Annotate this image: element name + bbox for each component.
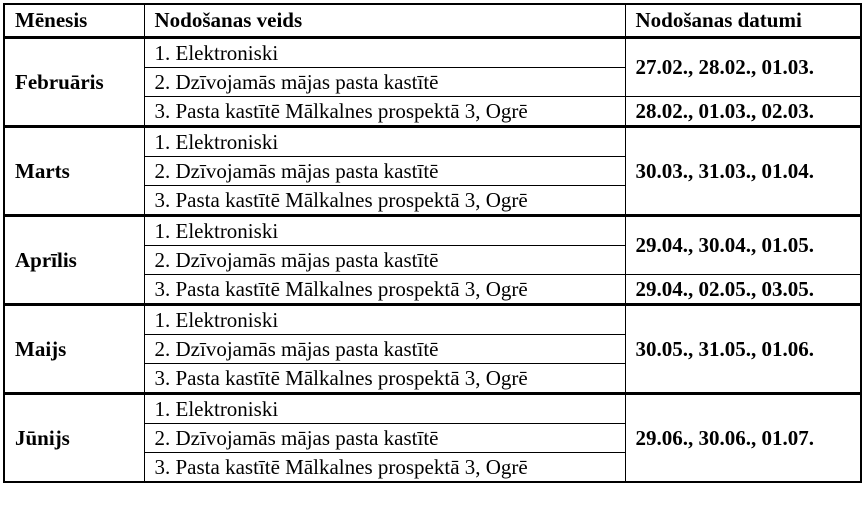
method-cell: 2. Dzīvojamās mājas pasta kastītē bbox=[144, 245, 625, 274]
method-cell: 2. Dzīvojamās mājas pasta kastītē bbox=[144, 334, 625, 363]
method-cell: 3. Pasta kastītē Mālkalnes prospektā 3, Ogrē bbox=[144, 185, 625, 215]
method-cell: 1. Elektroniski bbox=[144, 126, 625, 156]
method-cell: 2. Dzīvojamās mājas pasta kastītē bbox=[144, 423, 625, 452]
method-cell: 1. Elektroniski bbox=[144, 393, 625, 423]
header-month: Mēnesis bbox=[4, 4, 144, 37]
table-row bbox=[4, 37, 861, 67]
header-dates: Nodošanas datumi bbox=[625, 4, 861, 37]
method-cell: 3. Pasta kastītē Mālkalnes prospektā 3, Ogrē bbox=[144, 363, 625, 393]
method-cell: 1. Elektroniski bbox=[144, 215, 625, 245]
table-row bbox=[4, 215, 861, 245]
method-cell: 2. Dzīvojamās mājas pasta kastītē bbox=[144, 156, 625, 185]
dates-cell: 29.04., 30.04., 01.05. bbox=[625, 215, 861, 274]
dates-cell: 27.02., 28.02., 01.03. bbox=[625, 37, 861, 96]
month-cell: Jūnijs bbox=[4, 393, 144, 482]
dates-cell: 30.03., 31.03., 01.04. bbox=[625, 126, 861, 215]
method-cell: 1. Elektroniski bbox=[144, 304, 625, 334]
month-cell: Februāris bbox=[4, 37, 144, 126]
method-cell: 2. Dzīvojamās mājas pasta kastītē bbox=[144, 67, 625, 96]
submission-schedule-table bbox=[3, 3, 862, 483]
table-row bbox=[4, 304, 861, 334]
table-row bbox=[4, 393, 861, 423]
dates-cell: 29.04., 02.05., 03.05. bbox=[625, 274, 861, 304]
table-row bbox=[4, 126, 861, 156]
method-cell: 3. Pasta kastītē Mālkalnes prospektā 3, Ogrē bbox=[144, 452, 625, 482]
schedule-table-wrapper bbox=[3, 3, 862, 483]
dates-cell: 29.06., 30.06., 01.07. bbox=[625, 393, 861, 482]
header-row bbox=[4, 4, 861, 37]
dates-cell: 30.05., 31.05., 01.06. bbox=[625, 304, 861, 393]
method-cell: 3. Pasta kastītē Mālkalnes prospektā 3, Ogrē bbox=[144, 96, 625, 126]
dates-cell: 28.02., 01.03., 02.03. bbox=[625, 96, 861, 126]
method-cell: 3. Pasta kastītē Mālkalnes prospektā 3, Ogrē bbox=[144, 274, 625, 304]
method-cell: 1. Elektroniski bbox=[144, 37, 625, 67]
month-cell: Marts bbox=[4, 126, 144, 215]
month-cell: Aprīlis bbox=[4, 215, 144, 304]
month-cell: Maijs bbox=[4, 304, 144, 393]
header-method: Nodošanas veids bbox=[144, 4, 625, 37]
